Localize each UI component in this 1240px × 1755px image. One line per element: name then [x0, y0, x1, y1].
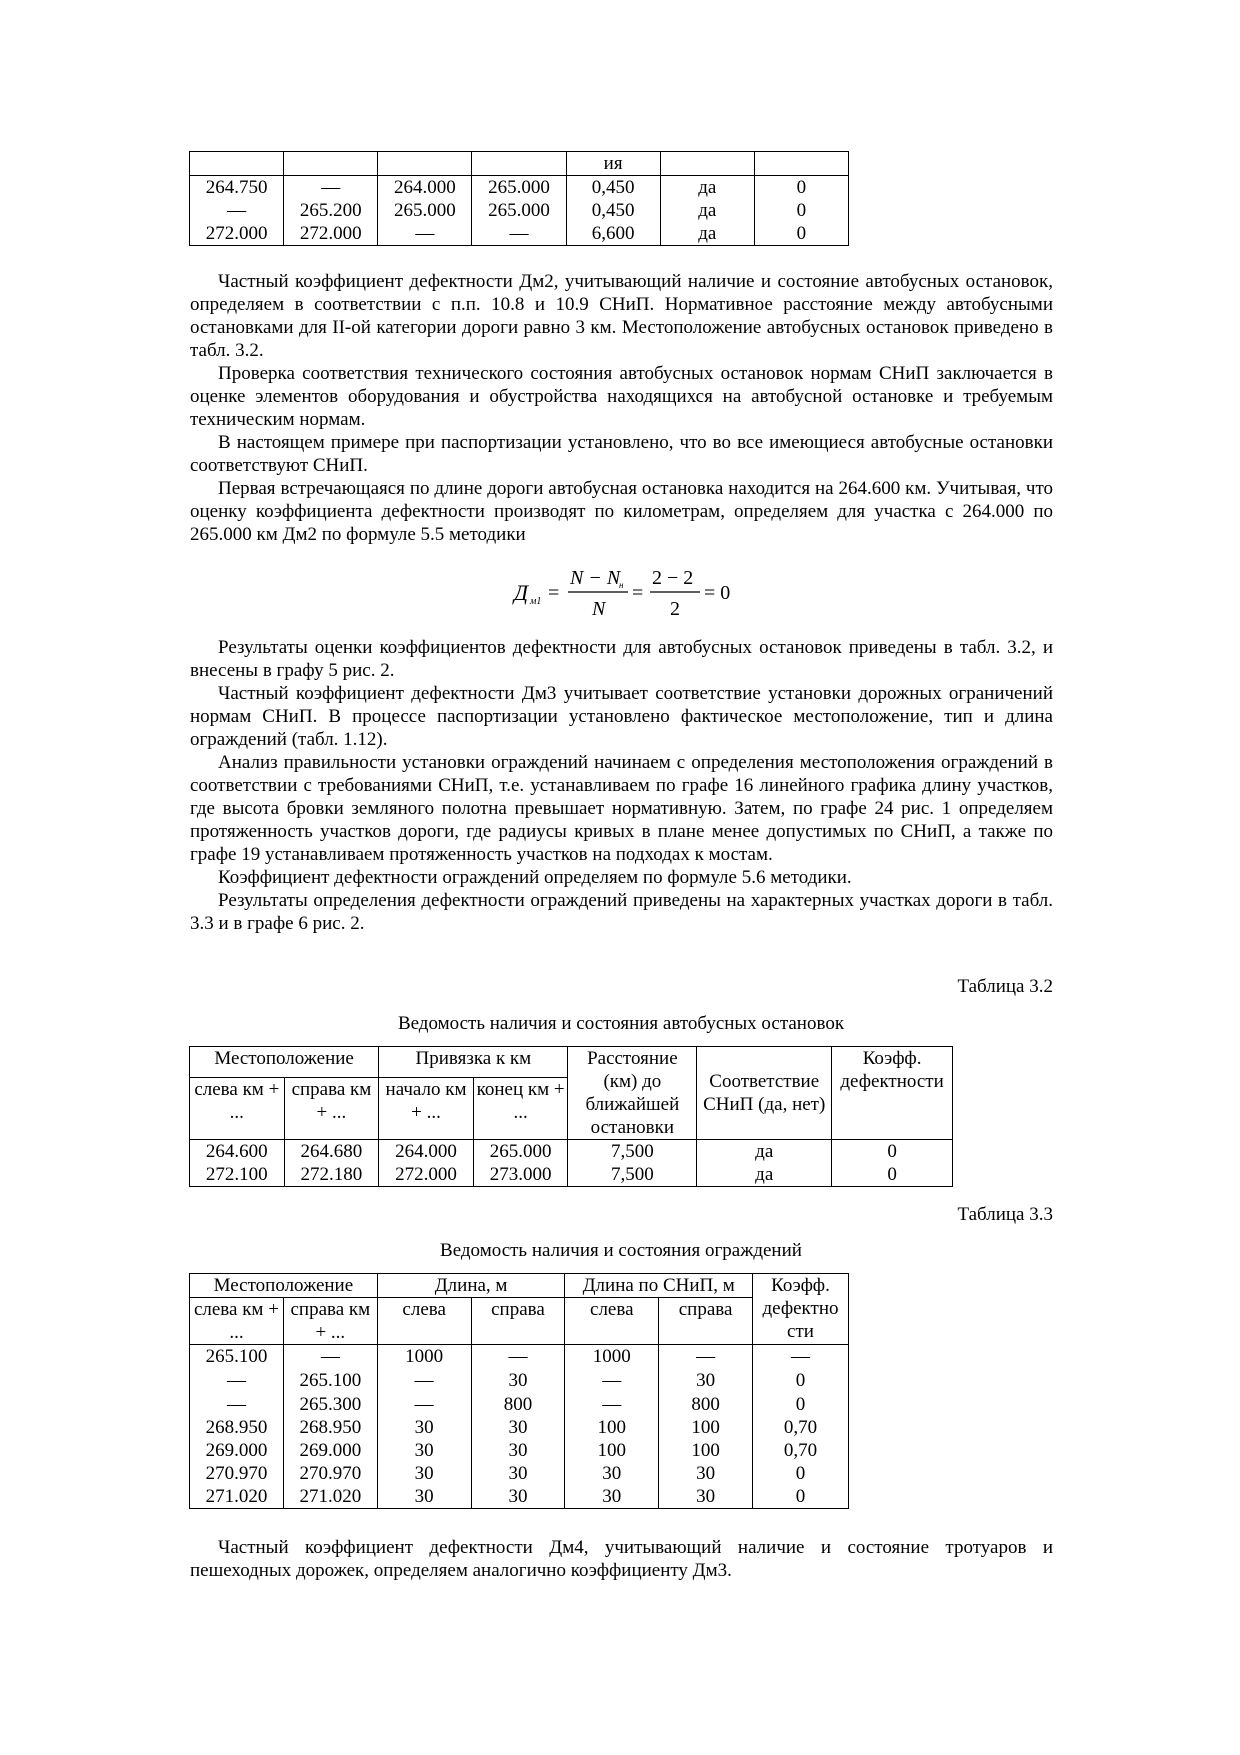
table-cell: 0,70: [753, 1416, 849, 1439]
table-cell: 30: [471, 1485, 565, 1509]
paragraph: В настоящем примере при паспортизации установлено, что во все имеющиеся автобусные остановки соответствуют СНиП.: [190, 432, 1053, 476]
table-cell: [472, 152, 566, 176]
table-cell: 272.180: [284, 1163, 379, 1187]
table-cell: [378, 152, 472, 176]
table-cell: 264.000: [379, 1140, 474, 1164]
header-binding: Привязка к км: [379, 1047, 568, 1078]
table-row: [190, 1416, 849, 1439]
table-cell: 271.020: [283, 1485, 377, 1509]
table-cell: 264.600: [190, 1140, 285, 1164]
table-row: [190, 1163, 953, 1187]
table-cell: 270.970: [190, 1462, 284, 1485]
table-cell: 0: [753, 1485, 849, 1509]
header-end: конец км + ...: [473, 1078, 568, 1140]
text-block-3: [190, 1536, 1053, 1582]
table-cell: 265.000: [473, 1140, 568, 1164]
table-cell: 272.000: [379, 1163, 474, 1187]
table-cell: 268.950: [190, 1416, 284, 1439]
header-left: слева км + ...: [190, 1078, 285, 1140]
table-cell: 0: [753, 1462, 849, 1485]
table-cell: 0,70: [753, 1439, 849, 1462]
table-3-3-body: [190, 1345, 849, 1509]
table-cell: —: [472, 222, 566, 246]
table-cell: 0: [753, 1368, 849, 1392]
formula-lhs-subscript: м1: [530, 596, 542, 607]
table-cell: 270.970: [283, 1462, 377, 1485]
header-right: справа: [471, 1298, 565, 1345]
table-cell: 0,450: [566, 199, 660, 222]
paragraph: Анализ правильности установки ограждений начинаем с определения местоположения ограждений в соответствии с требованиями СНиП, т.е. устанавливаем по графе 16 линейного графика длину участков, где высота бровки земляного полотна превышает нормативную. Затем, по графе 24 рис. 1 определяем протяженность участков дороги, где радиусы кривых в плане менее допустимых по СНиП, а также по графе 19 устанавливаем протяженность участков на подходах к мостам.: [190, 752, 1053, 865]
table-cell: 30: [471, 1416, 565, 1439]
table-cell: 265.100: [283, 1368, 377, 1392]
table-cell: 272.100: [190, 1163, 285, 1187]
table-cell: —: [565, 1392, 659, 1416]
table-cell: 100: [565, 1416, 659, 1439]
table-cell: 0: [832, 1163, 953, 1187]
header-right-km: справа км + ...: [283, 1298, 377, 1345]
paragraph: Частный коэффициент дефектности Дм3 учитывает соответствие установки дорожных ограничений нормам СНиП. В процессе паспортизации установлено фактическое местоположение, тип и длина ограждений (табл. 1.12).: [190, 683, 1053, 750]
paragraph: Коэффициент дефектности ограждений определяем по формуле 5.6 методики.: [218, 867, 852, 888]
table-cell: —: [190, 199, 284, 222]
table-cell: 30: [659, 1368, 753, 1392]
table-cell: —: [753, 1345, 849, 1369]
table-row: [190, 1439, 849, 1462]
table-row: [190, 1368, 849, 1392]
table-cell: 268.950: [283, 1416, 377, 1439]
table-cell: 30: [377, 1485, 471, 1509]
table-3-2-label: Таблица 3.2: [957, 976, 1053, 997]
table-cell: да: [660, 222, 754, 246]
table-cell: 269.000: [190, 1439, 284, 1462]
table-cell: 0: [753, 1392, 849, 1416]
table-cell: 269.000: [283, 1439, 377, 1462]
table-cell: 265.000: [472, 176, 566, 200]
table-header-row: [190, 1298, 849, 1345]
paragraph: Частный коэффициент дефектности Дм2, учитывающий наличие и состояние автобусных остановок, определяем в соответствии с п.п. 10.8 и 10.9 СНиП. Нормативное расстояние между автобусными остановками для II-ой категории дороги равно 3 км. Местоположение автобусных остановок приведено в табл. 3.2.: [190, 271, 1053, 361]
table-row: [190, 199, 849, 222]
formula-dm1: [508, 562, 758, 622]
paragraph: Частный коэффициент дефектности Дм4, учитывающий наличие и состояние тротуаров и пешеходных дорожек, определяем аналогично коэффициенту Дм3.: [190, 1537, 1053, 1581]
header-left-km: слева км + ...: [190, 1298, 284, 1345]
header-left: слева: [377, 1298, 471, 1345]
table-cell: 30: [659, 1462, 753, 1485]
table-cell: 30: [659, 1485, 753, 1509]
table-cell: —: [378, 222, 472, 246]
table-cell: 1000: [377, 1345, 471, 1369]
table-row: [190, 1345, 849, 1369]
table-cell: 30: [377, 1416, 471, 1439]
table-continuation: [189, 151, 849, 246]
header-location: Местоположение: [190, 1274, 378, 1298]
table-cell: 0: [754, 222, 848, 246]
table-row: [190, 152, 849, 176]
table-cell: 265.000: [378, 199, 472, 222]
table-cell: 30: [565, 1485, 659, 1509]
table-cell: 0: [754, 176, 848, 200]
table-row: [190, 176, 849, 200]
table-cell: —: [659, 1345, 753, 1369]
table-cell: [660, 152, 754, 176]
header-location: Местоположение: [190, 1047, 379, 1078]
table-cell: 265.200: [284, 199, 378, 222]
table-header-row: [190, 1274, 849, 1298]
table-cell: 30: [471, 1439, 565, 1462]
formula-lhs: Д: [514, 580, 528, 605]
table-row: [190, 1462, 849, 1485]
table-cell: —: [284, 176, 378, 200]
table-3-2: [189, 1046, 953, 1187]
table-cell: 271.020: [190, 1485, 284, 1509]
table-cell: да: [660, 176, 754, 200]
formula-svg: [508, 562, 758, 622]
header-coef: Коэфф. дефектно сти: [753, 1274, 849, 1345]
header-compliance: Соответствие СНиП (да, нет): [697, 1047, 832, 1140]
table-cell: 265.100: [190, 1345, 284, 1369]
table-cell: 800: [471, 1392, 565, 1416]
header-length: Длина, м: [377, 1274, 565, 1298]
table-cell: —: [190, 1368, 284, 1392]
table-row: [190, 1392, 849, 1416]
table-row: [190, 222, 849, 246]
header-start: начало км + ...: [379, 1078, 474, 1140]
table-cell: 30: [377, 1439, 471, 1462]
table-cell: 264.680: [284, 1140, 379, 1164]
table-cell: [284, 152, 378, 176]
paragraph: Проверка соответствия технического состояния автобусных остановок нормам СНиП заключается в оценке элементов оборудования и обустройства находящихся на автобусной остановке и требуемым техническим нормам.: [190, 363, 1053, 430]
table-cell: —: [377, 1368, 471, 1392]
table-cell: —: [565, 1368, 659, 1392]
header-coef: Коэфф. дефектности: [832, 1047, 953, 1140]
formula-numerator-1-subscript: н: [619, 580, 624, 590]
table-cell: 30: [565, 1462, 659, 1485]
table-cell: —: [283, 1345, 377, 1369]
header-distance: Расстояние (км) до ближайшей остановки: [568, 1047, 697, 1140]
header-right: справа: [659, 1298, 753, 1345]
formula-denominator-2: 2: [670, 598, 680, 620]
table-cell: да: [697, 1163, 832, 1187]
table-cell: —: [471, 1345, 565, 1369]
table-cell: 30: [471, 1462, 565, 1485]
text-block-2: [190, 636, 1053, 935]
table-header-row: [190, 1047, 953, 1078]
table-3-3-label: Таблица 3.3: [957, 1204, 1053, 1225]
table-row: [190, 1140, 953, 1164]
table-cell: —: [190, 1392, 284, 1416]
table-3-3: [189, 1273, 849, 1509]
table-cell: 7,500: [568, 1140, 697, 1164]
table-3-3-title: Ведомость наличия и состояния ограждений: [440, 1240, 802, 1261]
table-row: [190, 1485, 849, 1509]
header-right: справа км + ...: [284, 1078, 379, 1140]
table-cell: 30: [377, 1462, 471, 1485]
formula-numerator-1: N − N: [570, 567, 621, 589]
formula-equals: =: [548, 582, 560, 604]
table-cell: 273.000: [473, 1163, 568, 1187]
table-cell: 6,600: [566, 222, 660, 246]
table-cell: 7,500: [568, 1163, 697, 1187]
table-cell: 272.000: [190, 222, 284, 246]
paragraph: Первая встречающаяся по длине дороги автобусная остановка находится на 264.600 км. Учитывая, что оценку коэффициента дефектности производят по километрам, определяем для участка с 264.000 по 265.000 км Дм2 по формуле 5.5 методики: [190, 478, 1053, 545]
table-cell: ия: [566, 152, 660, 176]
formula-denominator-1: N: [592, 598, 606, 620]
table-cell: да: [660, 199, 754, 222]
table-cell: [190, 152, 284, 176]
table-cell: 100: [659, 1439, 753, 1462]
header-left: слева: [565, 1298, 659, 1345]
table-cell: 265.300: [283, 1392, 377, 1416]
table-cell: 1000: [565, 1345, 659, 1369]
table-cell: 0,450: [566, 176, 660, 200]
paragraph: Результаты определения дефектности ограждений приведены на характерных участках дороги в табл. 3.3 и в графе 6 рис. 2.: [190, 890, 1053, 934]
table-cell: 30: [471, 1368, 565, 1392]
table-cell: 272.000: [284, 222, 378, 246]
table-cell: 0: [832, 1140, 953, 1164]
table-cell: —: [377, 1392, 471, 1416]
table-cell: 100: [565, 1439, 659, 1462]
table-cell: 800: [659, 1392, 753, 1416]
table-cell: [754, 152, 848, 176]
table-cell: 0: [754, 199, 848, 222]
table-3-2-title: Ведомость наличия и состояния автобусных остановок: [397, 1013, 845, 1034]
table-cell: 265.000: [472, 199, 566, 222]
formula-result: = 0: [704, 582, 731, 604]
formula-equals-2: =: [632, 582, 644, 604]
table-cell: 264.750: [190, 176, 284, 200]
header-length-snip: Длина по СНиП, м: [565, 1274, 753, 1298]
table-cell: да: [697, 1140, 832, 1164]
table-cell: 100: [659, 1416, 753, 1439]
paragraph: Результаты оценки коэффициентов дефектности для автобусных остановок приведены в табл. 3.2, и внесены в графу 5 рис. 2.: [190, 637, 1053, 681]
formula-numerator-2: 2 − 2: [652, 567, 694, 589]
text-block-1: [190, 270, 1053, 546]
table-cell: 264.000: [378, 176, 472, 200]
